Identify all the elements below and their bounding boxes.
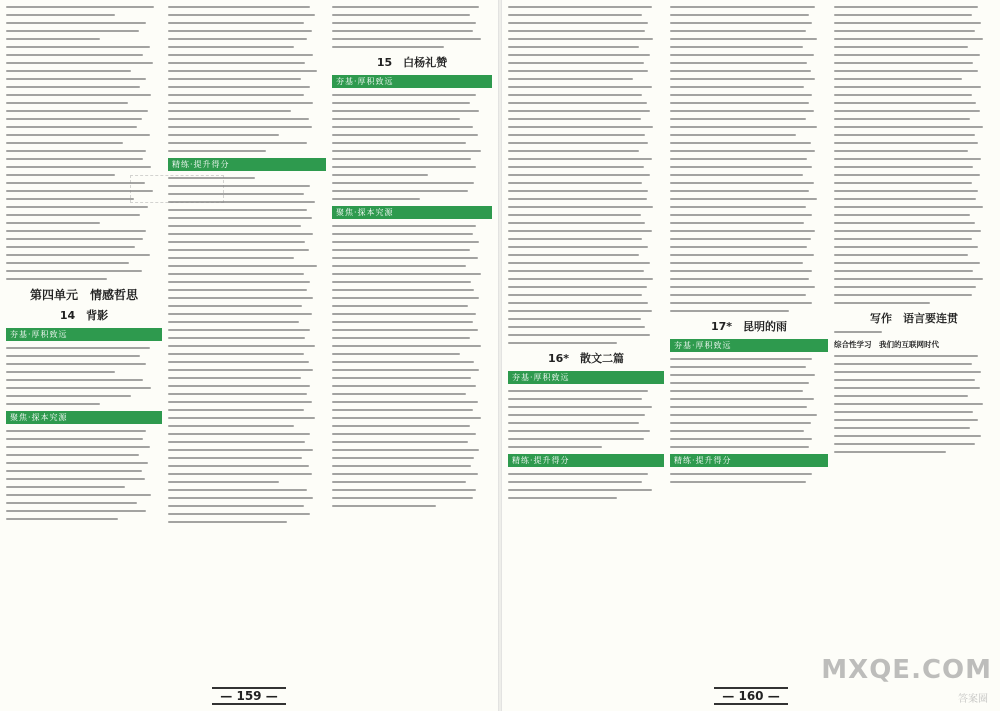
lesson-title: 17* 昆明的雨 — [710, 320, 788, 333]
page-number-text: — 159 — — [212, 687, 285, 705]
page-number — [502, 689, 1000, 703]
section-bar: 精练·提升得分 — [670, 454, 828, 467]
section-bar: 夯基·厚积致远 — [670, 339, 828, 352]
site-watermark: MXQE.COM — [821, 655, 992, 685]
unit-title: 第四单元 情感哲思 — [29, 288, 138, 302]
left-page — [0, 0, 498, 711]
section-bar: 夯基·厚积致远 — [6, 328, 162, 341]
lesson-title: 16* 散文二篇 — [547, 352, 625, 365]
section-bar: 聚焦·探本究源 — [6, 411, 162, 424]
section-bar: 精练·提升得分 — [508, 454, 664, 467]
left-column-1 — [6, 6, 162, 678]
comprehensive-learning-title: 综合性学习 我们的互联网时代 — [834, 340, 939, 349]
section-bar: 聚焦·探本究源 — [332, 206, 492, 219]
lesson-title: 15 白杨礼赞 — [376, 56, 448, 69]
page-number — [0, 689, 498, 703]
right-column-3 — [834, 6, 994, 678]
section-bar: 夯基·厚积致远 — [332, 75, 492, 88]
writing-section-title: 写作 语言要连贯 — [870, 312, 958, 325]
lesson-title: 14 背影 — [59, 309, 109, 322]
right-column-2 — [670, 6, 828, 678]
section-bar: 精练·提升得分 — [168, 158, 326, 171]
left-column-2 — [168, 6, 326, 678]
section-bar: 夯基·厚积致远 — [508, 371, 664, 384]
right-page — [502, 0, 1000, 711]
page-number-text: — 160 — — [714, 687, 787, 705]
site-watermark-sub: 答案圈 — [958, 694, 988, 705]
faded-stamp — [130, 175, 224, 203]
left-column-3 — [332, 6, 492, 678]
right-column-1 — [508, 6, 664, 678]
